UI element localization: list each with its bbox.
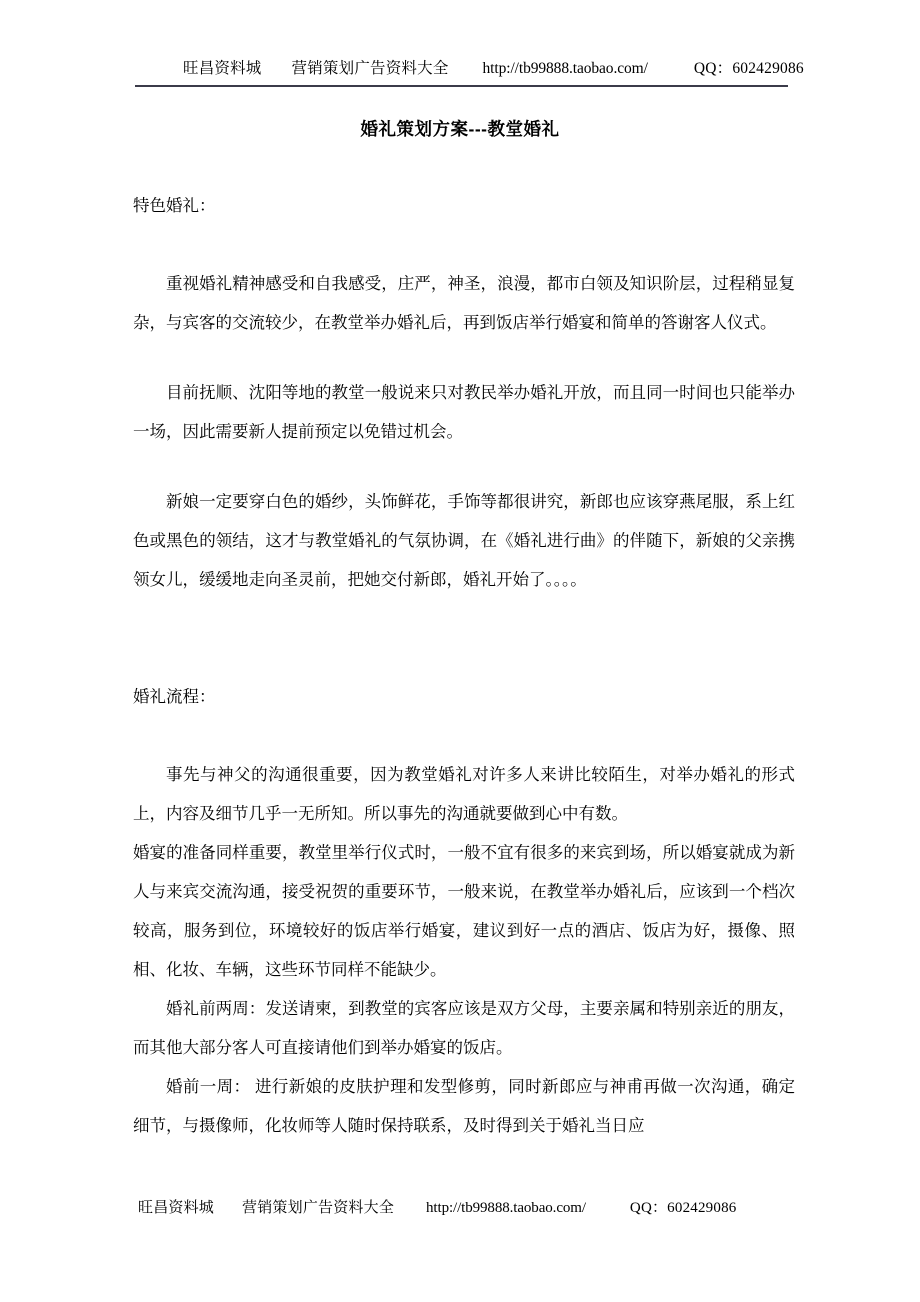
footer-tagline: 营销策划广告资料大全 (242, 1200, 395, 1216)
header-tagline: 营销策划广告资料大全 (291, 60, 449, 77)
paragraph-featured-wedding-3: 新娘一定要穿白色的婚纱，头饰鲜花，手饰等都很讲究，新郎也应该穿燕尾服，系上红色或黑色的领结，这才与教堂婚礼的气氛协调，在《婚礼进行曲》的伴随下，新娘的父亲携领女儿，缓缓地走向圣灵前，把她交付新郎，婚礼开始了。。。。 (133, 492, 795, 589)
header-shop-url[interactable]: http://tb99888.taobao.com/ (482, 60, 648, 77)
footer-site-name: 旺昌资料城 (138, 1200, 215, 1216)
footer-text-row (0, 1196, 920, 1217)
footer-qq-number: QQ：602429086 (629, 1200, 737, 1216)
page-title: 婚礼策划方案---教堂婚礼 (360, 119, 560, 139)
spacer (133, 451, 795, 482)
spacer (133, 342, 795, 373)
spacer (133, 716, 795, 755)
spacer (133, 599, 795, 677)
paragraph-wedding-process-2: 婚宴的准备同样重要，教堂里举行仪式时，一般不宜有很多的来宾到场，所以婚宴就成为新人与来宾交流沟通，接受祝贺的重要环节，一般来说，在教堂举办婚礼后，应该到一个档次较高，服务到位，环境较好的饭店举行婚宴，建议到好一点的酒店、饭店为好，摄像、照相、化妆、车辆，这些环节同样不能缺少。 (133, 843, 795, 979)
paragraph-wedding-process-1: 事先与神父的沟通很重要，因为教堂婚礼对许多人来讲比较陌生，对举办婚礼的形式上，内容及细节几乎一无所知。所以事先的沟通就要做到心中有数。 (133, 765, 795, 823)
header-divider-rule (135, 85, 788, 87)
paragraph-featured-wedding-1: 重视婚礼精神感受和自我感受，庄严，神圣，浪漫，都市白领及知识阶层，过程稍显复杂，与宾客的交流较少，在教堂举办婚礼后，再到饭店举行婚宴和简单的答谢客人仪式。 (133, 274, 795, 332)
header-text-row (0, 56, 920, 78)
paragraph-wedding-process-3: 婚礼前两周：发送请柬，到教堂的宾客应该是双方父母，主要亲属和特别亲近的朋友，而其他大部分客人可直接请他们到举办婚宴的饭店。 (133, 999, 795, 1057)
header-qq-number: QQ：602429086 (693, 60, 804, 77)
footer-shop-url[interactable]: http://tb99888.taobao.com/ (426, 1200, 586, 1216)
page-footer (0, 1196, 920, 1217)
spacer (133, 225, 795, 264)
page-header (0, 56, 920, 78)
section-heading-wedding-process: 婚礼流程： (133, 687, 216, 706)
header-site-name: 旺昌资料城 (183, 60, 262, 77)
paragraph-wedding-process-4: 婚前一周： 进行新娘的皮肤护理和发型修剪，同时新郎应与神甫再做一次沟通，确定细节，与摄像师，化妆师等人随时保持联系，及时得到关于婚礼当日应 (133, 1077, 795, 1135)
section-heading-featured-wedding: 特色婚礼： (133, 196, 216, 215)
paragraph-featured-wedding-2: 目前抚顺、沈阳等地的教堂一般说来只对教民举办婚礼开放，而且同一时间也只能举办一场，因此需要新人提前预定以免错过机会。 (133, 383, 795, 441)
document-body (133, 186, 795, 1145)
